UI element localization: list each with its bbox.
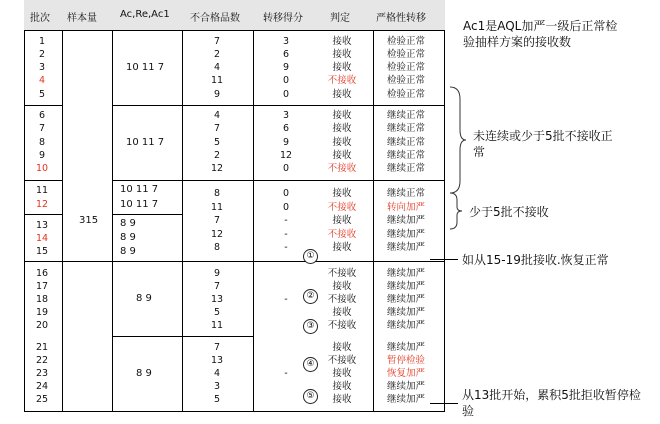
transfer-cell: 继续正常 (386, 150, 425, 161)
table-top-border (24, 30, 445, 31)
verdict-cell: 不接收 (327, 320, 357, 331)
ac-re-cell: 8 9 (120, 246, 136, 257)
transfer-cell: 继续加严 (386, 281, 425, 292)
defects-cell: 7 (213, 281, 221, 292)
header-batch: 批次 (30, 13, 50, 24)
defects-cell: 11 (210, 202, 224, 213)
verdict-cell: 不接收 (327, 75, 357, 86)
leader-line-suspend (430, 403, 458, 404)
verdict-cell: 不接收 (327, 229, 357, 240)
ac-re-cell: 8 9 (120, 232, 136, 243)
transfer-cell: 继续正常 (386, 188, 425, 199)
defects-cell: 8 (213, 242, 221, 253)
verdict-cell: 不接收 (327, 294, 357, 305)
transfer-cell: 继续正常 (386, 163, 425, 174)
batch-cell: 8 (38, 137, 46, 148)
score-cell: 0 (282, 163, 290, 174)
defects-cell: 2 (213, 150, 221, 161)
column-divider (444, 30, 445, 411)
defects-cell: 12 (210, 229, 224, 240)
score-cell: - (284, 294, 288, 305)
verdict-cell: 接收 (332, 342, 352, 353)
transfer-cell: 检验正常 (386, 75, 425, 86)
header-verdict: 判定 (330, 13, 350, 24)
ac-re-cell: 8 9 (136, 368, 152, 379)
batch-cell: 2 (38, 49, 46, 60)
transfer-cell: 继续加严 (386, 229, 425, 240)
defects-cell: 4 (213, 62, 221, 73)
transfer-cell: 继续正常 (386, 123, 425, 134)
transfer-cell: 继续正常 (386, 110, 425, 121)
batch-cell: 12 (35, 199, 49, 210)
transfer-cell: 继续加严 (386, 215, 425, 226)
verdict-cell: 接收 (332, 215, 352, 226)
transfer-cell: 继续加严 (386, 320, 425, 331)
column-divider (112, 30, 113, 411)
transfer-cell: 继续加严 (386, 294, 425, 305)
batch-cell: 11 (35, 185, 49, 196)
batch-cell: 5 (38, 89, 46, 100)
score-cell: 9 (282, 137, 290, 148)
batch-cell: 24 (35, 381, 49, 392)
verdict-cell: 接收 (332, 368, 352, 379)
note-not-consecutive: 未连续或少于5批不接收正常 (473, 129, 613, 159)
defects-cell: 4 (213, 368, 221, 379)
batch-cell: 23 (35, 368, 49, 379)
note-ac1: Ac1是AQL加严一级后正常检验抽样方案的接收数 (463, 19, 618, 49)
ac-re-cell: 10 11 7 (120, 184, 159, 195)
column-divider (373, 30, 374, 411)
group-divider (112, 214, 182, 215)
verdict-cell: 接收 (332, 49, 352, 60)
transfer-cell: 继续正常 (386, 137, 425, 148)
defects-cell: 7 (213, 342, 221, 353)
batch-cell: 7 (38, 123, 46, 134)
sample-size-cell: 315 (79, 215, 99, 226)
score-cell: - (284, 215, 288, 226)
defects-cell: 11 (210, 320, 224, 331)
ac-re-cell: 8 9 (136, 293, 152, 304)
batch-cell: 1 (38, 36, 46, 47)
batch-cell: 18 (35, 294, 49, 305)
score-cell: - (284, 229, 288, 240)
score-cell: 0 (282, 89, 290, 100)
verdict-cell: 不接收 (327, 163, 357, 174)
verdict-cell: 接收 (332, 394, 352, 405)
score-cell: 0 (282, 75, 290, 86)
transfer-cell: 恢复加严 (386, 368, 425, 379)
batch-cell: 10 (35, 163, 49, 174)
defects-cell: 8 (213, 188, 221, 199)
batch-cell: 19 (35, 307, 49, 318)
header-sample-size: 样本量 (67, 13, 97, 24)
note-resume: 如从15-19批接收.恢复正常 (462, 253, 609, 267)
column-divider (182, 30, 183, 411)
transfer-cell: 检验正常 (386, 49, 425, 60)
circle-marker-2: ② (303, 289, 318, 304)
transfer-cell: 暂停检验 (386, 355, 425, 366)
score-cell: 3 (282, 110, 290, 121)
group-divider (24, 214, 62, 215)
defects-cell: 7 (213, 123, 221, 134)
verdict-cell: 接收 (332, 110, 352, 121)
ac-re-cell: 10 11 7 (126, 62, 165, 73)
defects-cell: 2 (213, 49, 221, 60)
column-divider (24, 30, 25, 411)
transfer-cell: 继续加严 (386, 242, 425, 253)
group-divider (24, 105, 62, 106)
group-divider (112, 336, 253, 337)
note-suspend: 从13批开始，累积5批拒收暂停检验 (462, 388, 641, 418)
verdict-cell: 不接收 (327, 202, 357, 213)
header-score: 转移得分 (263, 13, 303, 24)
defects-cell: 13 (210, 294, 224, 305)
score-cell: 6 (282, 49, 290, 60)
score-cell: 3 (282, 36, 290, 47)
table-bottom-border (24, 411, 445, 412)
verdict-cell: 接收 (332, 307, 352, 318)
circle-marker-5: ⑤ (303, 389, 318, 404)
ac-re-cell: 10 11 7 (126, 137, 165, 148)
verdict-cell: 接收 (332, 281, 352, 292)
score-cell: 6 (282, 123, 290, 134)
ac-re-cell: 10 11 7 (120, 199, 159, 210)
brace-batches-11-13 (448, 192, 464, 230)
batch-cell: 17 (35, 281, 49, 292)
circle-marker-1: ① (303, 249, 318, 264)
verdict-cell: 接收 (332, 89, 352, 100)
group-divider (24, 180, 62, 181)
score-cell: 9 (282, 62, 290, 73)
header-transfer: 严格性转移 (376, 13, 426, 24)
transfer-cell: 转向加严 (386, 202, 425, 213)
note-less-than-5: 少于5批不接收 (469, 205, 549, 219)
transfer-cell: 检验正常 (386, 62, 425, 73)
circle-marker-3: ③ (303, 319, 318, 334)
score-cell: 12 (279, 150, 293, 161)
column-divider (62, 30, 63, 411)
transfer-cell: 检验正常 (386, 89, 425, 100)
batch-cell: 4 (38, 75, 46, 86)
defects-cell: 7 (213, 215, 221, 226)
defects-cell: 7 (213, 36, 221, 47)
score-cell: - (284, 242, 288, 253)
verdict-cell: 不接收 (327, 355, 357, 366)
group-divider (112, 105, 445, 106)
group-divider (112, 180, 445, 181)
verdict-cell: 接收 (332, 381, 352, 392)
batch-cell: 3 (38, 62, 46, 73)
verdict-cell: 接收 (332, 123, 352, 134)
header-ac-re: Ac,Re,Ac1 (120, 9, 170, 20)
ac-re-cell: 8 9 (120, 218, 136, 229)
defects-cell: 12 (210, 163, 224, 174)
score-cell: 0 (282, 202, 290, 213)
verdict-cell: 接收 (332, 150, 352, 161)
header-defects: 不合格品数 (190, 13, 240, 24)
verdict-cell: 接收 (332, 62, 352, 73)
circle-marker-4: ④ (303, 357, 318, 372)
score-cell: 0 (282, 188, 290, 199)
verdict-cell: 接收 (332, 242, 352, 253)
transfer-cell: 检验正常 (386, 36, 425, 47)
transfer-cell: 继续加严 (386, 342, 425, 353)
score-cell: - (284, 368, 288, 379)
defects-cell: 11 (210, 75, 224, 86)
group-divider (24, 261, 445, 262)
defects-cell: 5 (213, 307, 221, 318)
batch-cell: 14 (35, 233, 49, 244)
batch-cell: 15 (35, 246, 49, 257)
batch-cell: 6 (38, 110, 46, 121)
leader-line-resume (430, 259, 458, 260)
batch-cell: 22 (35, 355, 49, 366)
column-divider (253, 30, 254, 411)
batch-cell: 25 (35, 394, 49, 405)
verdict-cell: 接收 (332, 188, 352, 199)
batch-cell: 21 (35, 342, 49, 353)
transfer-cell: 继续加严 (386, 268, 425, 279)
defects-cell: 3 (213, 381, 221, 392)
transfer-cell: 继续加严 (386, 394, 425, 405)
defects-cell: 9 (213, 89, 221, 100)
defects-cell: 5 (213, 394, 221, 405)
transfer-cell: 继续加严 (386, 381, 425, 392)
brace-batches-6-11 (448, 85, 468, 195)
defects-cell: 9 (213, 268, 221, 279)
defects-cell: 4 (213, 110, 221, 121)
verdict-cell: 接收 (332, 36, 352, 47)
defects-cell: 13 (210, 355, 224, 366)
batch-cell: 20 (35, 320, 49, 331)
verdict-cell: 接收 (332, 137, 352, 148)
verdict-cell: 不接收 (327, 268, 357, 279)
batch-cell: 16 (35, 268, 49, 279)
transfer-cell: 继续加严 (386, 307, 425, 318)
defects-cell: 5 (213, 137, 221, 148)
batch-cell: 9 (38, 150, 46, 161)
batch-cell: 13 (35, 220, 49, 231)
